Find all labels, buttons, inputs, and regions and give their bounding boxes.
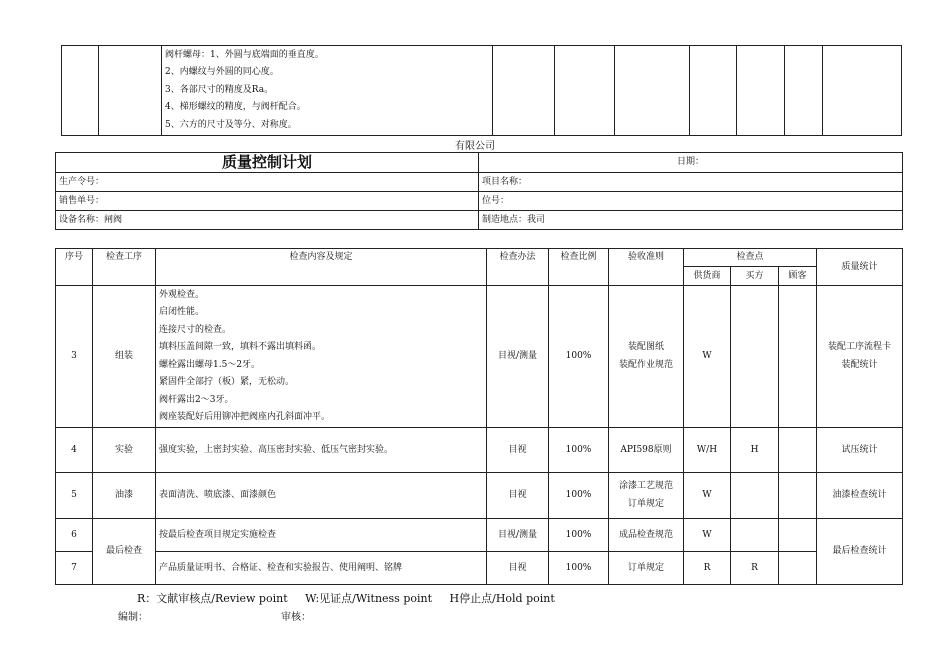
- row-customer: [779, 552, 817, 585]
- row-criteria: [609, 473, 684, 519]
- top-empty-cell: [737, 46, 785, 136]
- date-label: 日期：: [479, 153, 903, 173]
- row-method: 目视/测量: [487, 519, 549, 552]
- col-header-criteria: 验收准则: [609, 249, 684, 286]
- row-content: 表面清洗、喷底漆、面漆颜色: [156, 473, 487, 519]
- col-header-customer: 顾客: [779, 267, 817, 286]
- legend-review-point: R：文献审核点/Review point: [137, 592, 288, 605]
- col-header-seq: 序号: [56, 249, 93, 286]
- row-ratio: 100%: [549, 552, 609, 585]
- top-continuation-table: [61, 45, 902, 136]
- row-stats: [817, 286, 903, 428]
- row-content: 产品质量证明书、合格证、检查和实验报告、使用阐明、铭牌: [156, 552, 487, 585]
- top-content-cell: [162, 46, 493, 136]
- col-header-points: 检查点: [684, 249, 817, 267]
- row-supplier: W/H: [684, 428, 731, 473]
- row-stats: 最后检查统计: [817, 519, 903, 585]
- row-stats: 试压统计: [817, 428, 903, 473]
- col-header-buyer: 买方: [731, 267, 779, 286]
- row-supplier: W: [684, 473, 731, 519]
- row-content: 按最后检查项目规定实施检查: [156, 519, 487, 552]
- row-content: [156, 286, 487, 428]
- row-seq: 4: [56, 428, 93, 473]
- company-name: 有限公司: [455, 141, 495, 152]
- row-seq: 6: [56, 519, 93, 552]
- row-criteria: [609, 286, 684, 428]
- content-line: 阀杆露出2～3牙。: [159, 394, 234, 405]
- top-empty-cell: [690, 46, 737, 136]
- row-customer: [779, 519, 817, 552]
- top-content-line: 4、梯形螺纹的精度，与阀杆配合。: [165, 102, 306, 113]
- top-seq-cell: [62, 46, 99, 136]
- table-row: [56, 286, 903, 428]
- row-supplier: W: [684, 519, 731, 552]
- stats-line: 装配统计: [841, 359, 878, 370]
- row-ratio: 100%: [549, 428, 609, 473]
- table-row: [56, 552, 903, 585]
- row-buyer: [731, 519, 779, 552]
- col-header-method: 检查办法: [487, 249, 549, 286]
- criteria-line: 涂漆工艺规范: [618, 481, 673, 491]
- stats-line: 装配工序流程卡: [828, 342, 892, 352]
- row-content: 强度实验，上密封实验、高压密封实验、低压气密封实验。: [156, 428, 487, 473]
- criteria-line: 装配图纸: [627, 342, 664, 352]
- content-line: 阀座装配好后用铆冲把阀座内孔斜面冲平。: [159, 412, 331, 422]
- row-seq: 5: [56, 473, 93, 519]
- table-row: [56, 519, 903, 552]
- row-buyer: [731, 286, 779, 428]
- sales-order-field: 销售单号：: [56, 192, 479, 211]
- top-empty-cell: [493, 46, 555, 136]
- row-process: 最后检查: [93, 519, 156, 585]
- content-line: 连接尺寸的检查。: [159, 324, 232, 335]
- top-empty-cell: [823, 46, 902, 136]
- row-criteria: 成品检查规范: [609, 519, 684, 552]
- manufacture-site-field: 制造地点：我司: [479, 211, 903, 230]
- content-line: 填料压盖间隙一致，填料不露出填料函。: [159, 342, 322, 352]
- content-line: 螺栓露出螺母1.5～2牙。: [159, 359, 261, 370]
- legend-hold-point: H停止点/Hold point: [449, 592, 555, 605]
- row-stats: 油漆检查统计: [817, 473, 903, 519]
- content-line: 启闭性能。: [159, 307, 205, 317]
- legend-witness-point: W:见证点/Witness point: [305, 592, 433, 605]
- col-header-content: 检查内容及规定: [156, 249, 487, 286]
- legend: [137, 590, 569, 606]
- row-ratio: 100%: [549, 286, 609, 428]
- row-seq: 7: [56, 552, 93, 585]
- row-supplier: R: [684, 552, 731, 585]
- compiled-by-label: 编制：: [118, 612, 148, 623]
- position-no-field: 位号：: [479, 192, 903, 211]
- row-criteria: 订单规定: [609, 552, 684, 585]
- row-seq: 3: [56, 286, 93, 428]
- signature-line: [118, 608, 311, 623]
- row-buyer: R: [731, 552, 779, 585]
- top-empty-cell: [785, 46, 823, 136]
- top-content-line: 5、六方的尺寸及等分、对称度。: [165, 119, 297, 130]
- row-ratio: 100%: [549, 473, 609, 519]
- top-process-cell: [99, 46, 162, 136]
- row-method: 目视/测量: [487, 286, 549, 428]
- row-process: 实验: [93, 428, 156, 473]
- top-empty-cell: [555, 46, 615, 136]
- top-content-line: 3、各部尺寸的精度及Ra。: [165, 84, 274, 95]
- plan-header-table: [55, 152, 903, 230]
- content-line: 外观检查。: [159, 289, 205, 300]
- row-method: 目视: [487, 428, 549, 473]
- plan-title: 质量控制计划: [56, 153, 479, 173]
- row-method: 目视: [487, 552, 549, 585]
- row-buyer: H: [731, 428, 779, 473]
- row-customer: [779, 428, 817, 473]
- top-empty-cell: [615, 46, 690, 136]
- project-name-field: 项目名称：: [479, 173, 903, 192]
- criteria-line: 订单规定: [627, 498, 664, 509]
- reviewed-by-label: 审核：: [281, 612, 311, 623]
- col-header-ratio: 检查比例: [549, 249, 609, 286]
- production-order-field: 生产令号：: [56, 173, 479, 192]
- row-process: 组装: [93, 286, 156, 428]
- row-method: 目视: [487, 473, 549, 519]
- inspection-table: [55, 248, 903, 585]
- col-header-stats: 质量统计: [817, 249, 903, 286]
- row-customer: [779, 286, 817, 428]
- row-customer: [779, 473, 817, 519]
- row-process: 油漆: [93, 473, 156, 519]
- top-content-line: 2、内螺纹与外圆的同心度。: [165, 67, 279, 78]
- table-row: [56, 428, 903, 473]
- top-content-line: 阀杆螺母：1、外圆与底端面的垂直度。: [165, 49, 324, 60]
- row-supplier: W: [684, 286, 731, 428]
- col-header-supplier: 供货商: [684, 267, 731, 286]
- criteria-line: 装配作业规范: [618, 359, 673, 370]
- row-ratio: 100%: [549, 519, 609, 552]
- row-criteria: API598原则: [609, 428, 684, 473]
- content-line: 紧固件全部拧（板）紧，无松动。: [159, 377, 295, 387]
- col-header-process: 检查工序: [93, 249, 156, 286]
- equipment-field: 设备名称：闸阀: [56, 211, 479, 230]
- table-row: [56, 473, 903, 519]
- row-buyer: [731, 473, 779, 519]
